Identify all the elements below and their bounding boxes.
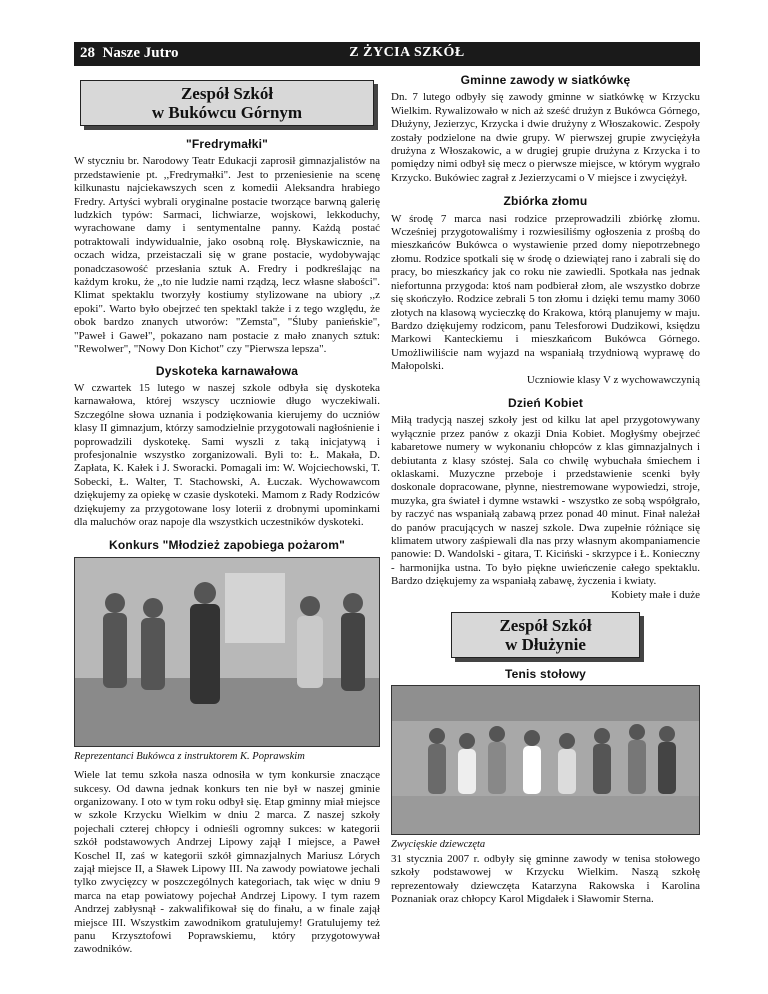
fredrymalki-text: W styczniu br. Narodowy Teatr Edukacji zaprosił gimnazjalistów na przedstawienie pt. ,,Fredrymałki". Jest to przeniesienie na scenę kilkunastu najciekawszych scen z komedii Aleksandra hrabiego Fredry. Artyści wybrali oryginalne postacie tworzące barwną galerię ludzkich typów: Sarmaci, lichwiarze, wojskowi, lekkoduchy, wyrachowane damy i sentymentalne panny. Każdą postać potraktowali indywidualnie, jako osobną rolę. Błyskawicznie, na oczach widza, przeistaczali się w grane postacie, wydobywając ponadczasowość przesłania sztuk A. Fredry i podkreślając na każdym kroku, że ,,to nie ludzie nami rządzą, lecz własne słabości". Klimat spektaklu tworzyły kostiumy stylizowane na ubiory ,,z epoki". Warto było obejrzeć ten spektakl także i z tego względu, że obok bardzo znanych utworów: "Zemsta", "Śluby panieńskie", "Paweł i Gaweł", pokazano nam postacie z mało znanych sztuk: "Rewolwer", "Nowy Don Kichot" czy "Pierwsza lepsza".: [74, 155, 380, 356]
team-photo-illustration: [392, 686, 700, 835]
tenis-photo-caption: Zwycięskie dziewczęta: [391, 839, 486, 851]
tenis-photo: [391, 685, 700, 835]
left-column: [74, 74, 380, 957]
fredrymalki-heading: "Fredrymałki": [185, 137, 268, 151]
dzien-kobiet-signature: Kobiety małe i duże: [611, 588, 700, 601]
dzien-kobiet-heading: Dzień Kobiet: [507, 395, 584, 410]
siatkowka-text: Dn. 7 lutego odbyły się zawody gminne w siatkówkę w Krzycku Wielkim. Rywalizowało w nich aż sześć drużyn z Bukówca Górnego, Dłużyny, Jezierzyc, Krzycka i dwie drużyny z Włoszakowic. Zespoły zostały podzielone na dwie grupy. W pierwszej grupie zwyciężyła drużyna z Włoszakowic, a w drugiej grupie drużyna z Krzycka i to pomiędzy nimi odbył się mecz o pierwsze miejsce, w którym wygrało Krzycko. Bukówiec zagrał z Jezierzycami o V miejsce i zwyciężył.: [391, 91, 700, 184]
school-title-bukowiec: Zespół Szkół w Bukówcu Górnym: [80, 80, 374, 126]
zbiorka-heading: Zbiórka złomu: [503, 194, 588, 209]
right-column: [391, 74, 700, 906]
section-title: Z ŻYCIA SZKÓŁ: [349, 45, 465, 60]
zbiorka-signature: Uczniowie klasy V z wychowawczynią: [526, 373, 700, 386]
school-title-dluzyna: Zespół Szkół w Dłużynie: [451, 612, 640, 658]
group-photo-illustration: [75, 558, 380, 747]
dyskoteka-heading: Dyskoteka karnawałowa: [155, 363, 299, 378]
zbiorka-text: W środę 7 marca nasi rodzice przeprowadzili zbiórkę złomu. Wcześniej przygotowaliśmy i rozwiesiliśmy ogłoszenia z prośbą do mieszkańców Bukówca o wystawienie przed domy niepotrzebnego złomu. Rodzice spotkali się w środę o dziewiątej rano i zabrali się do pracy, bo mieszkańcy jak co roku nie zawiedli. Spotkała nas jednak niefortunna przygoda: ktoś nam podbierał złom, ale wszystko dobrze się skończyło. Rodzice zebrali 5 ton złomu i dzięki temu mamy 3060 złotych na klasową wycieczkę do Krakowa, którą planujemy w maju. Bardzo dziękujemy rodzicom, panu Telesforowi Dudzikowi, księdzu Markowi Kanteckiemu i mieszkańcom Bukówca Górnego. Umożliwiliście nam wyjazd na wspaniałą trzydniową wyprawę do Małopolski.: [391, 212, 700, 373]
konkurs-heading: Konkurs "Młodzież zapobiega pożarom": [109, 538, 345, 553]
konkurs-text: Wiele lat temu szkoła nasza odnosiła w tym konkursie znaczące sukcesy. Od dawna jednak konkurs ten nie był w naszej gminie organizowany. I oto w tym roku odbył się. Etap gminny miał miejsce w szkole Krzycku Wielkim w dniu 2 marca. Z naszej szkoły pojechali czterej chłopcy i odnieśli ogromny sukces: w kategorii szkół podstawowych Andrzej Lipowy zajął I miejsce, a Paweł Koschel II, zaś w kategorii szkół gimnazjalnych Mariusz Lórych zajął miejsce II, a Sławek Lipowy III. Na zawody powiatowe jechali tylko zwycięzcy w poszczególnych kategoriach, tak więc w dniu 9 marca na etap powiatowy pojechał Andrzej Lipowy. I tym razem Andrzej zabłysnął - zakwalifikował się do finału, a w finale zajął miejsce III. Wszystkim zawodnikom gratulujemy! Gratulujemy też panu Krzysztofowi Poprawskiemu, który przygotowywał zawodników.: [74, 769, 380, 956]
siatkowka-heading: Gminne zawody w siatkówkę: [460, 73, 631, 87]
konkurs-photo: [74, 557, 380, 747]
dyskoteka-text: W czwartek 15 lutego w naszej szkole odbyła się dyskoteka karnawałowa, której wszyscy uczniowie długo wyczekiwali. Szczególne słowa uznania i podziękowania kierujemy do uczniów klasy II gimnazjum, którzy samodzielnie przygotowali nagłośnienie i poprowadzili dyskotekę. Sami wyszli z taką inicjatywą i profesjonalnie wszystko zorganizowali. Byli to: Ł. Makała, D. Zapłata, K. Kałek i J. Sworacki. Pomagali im: W. Wojciechowski, T. Sobecki, Ł. Walter, T. Stachowski, A. Łuczak. Wychowawcom dziękujemy za opiekę w czasie dyskoteki. Mamom z Rady Rodziców dziękujemy za przygotowane losy loterii z drobnymi upominkami dla maluchów oraz napoje dla wszystkich uczestników dyskoteki.: [74, 381, 380, 528]
page-number-and-title: 28 Nasze Jutro: [80, 45, 179, 61]
konkurs-photo-caption: Reprezentanci Bukówca z instruktorem K. Poprawskim: [74, 750, 305, 762]
tenis-heading: Tenis stołowy: [504, 667, 587, 682]
tenis-text: 31 stycznia 2007 r. odbyły się gminne zawody w tenisa stołowego szkoły podstawowej w Krzycku Wielkim. Naszą szkołę reprezentowały dziewczęta Katarzyna Rakowska i Karolina Poznaniak oraz chłopcy Karol Migdałek i Sławomir Sterna.: [391, 852, 700, 906]
dzien-kobiet-text: Miłą tradycją naszej szkoły jest od kilku lat apel przygotowywany wyłącznie przez panów z okazji Dnia Kobiet. Mogłyśmy obejrzeć kabaretowe numery w wykonaniu chłopców z klas gimnazjalnych i debiutanta z klasy szóstej. Sala co chwilę wybuchała śmiechem i oklaskami. Muzyczne przeboje i przedstawienie scenki były doskonale dopracowane, płynne, niestremowane wypowiedzi, stroje, muzyka, gra świateł i dymne wstawki - wszystko ze sobą współgrało, by raczyć nas wspaniałą zabawą przez ponad 40 minut. Finał należał do panów pracujących w naszej szkole. Dwa zupełnie różniące się klimatem utwory zaśpiewali dla nas przy własnym akompaniamencie panowie: D. Wandolski - gitara, T. Kiciński - skrzypce i Ł. Konieczny - harmonijka ustna. To było piękne uwieńczenie całego spektaklu. Bardzo dziękujemy za wspaniałą zabawę, życzenia i kwiaty.: [391, 414, 700, 588]
page-header: [74, 42, 700, 66]
